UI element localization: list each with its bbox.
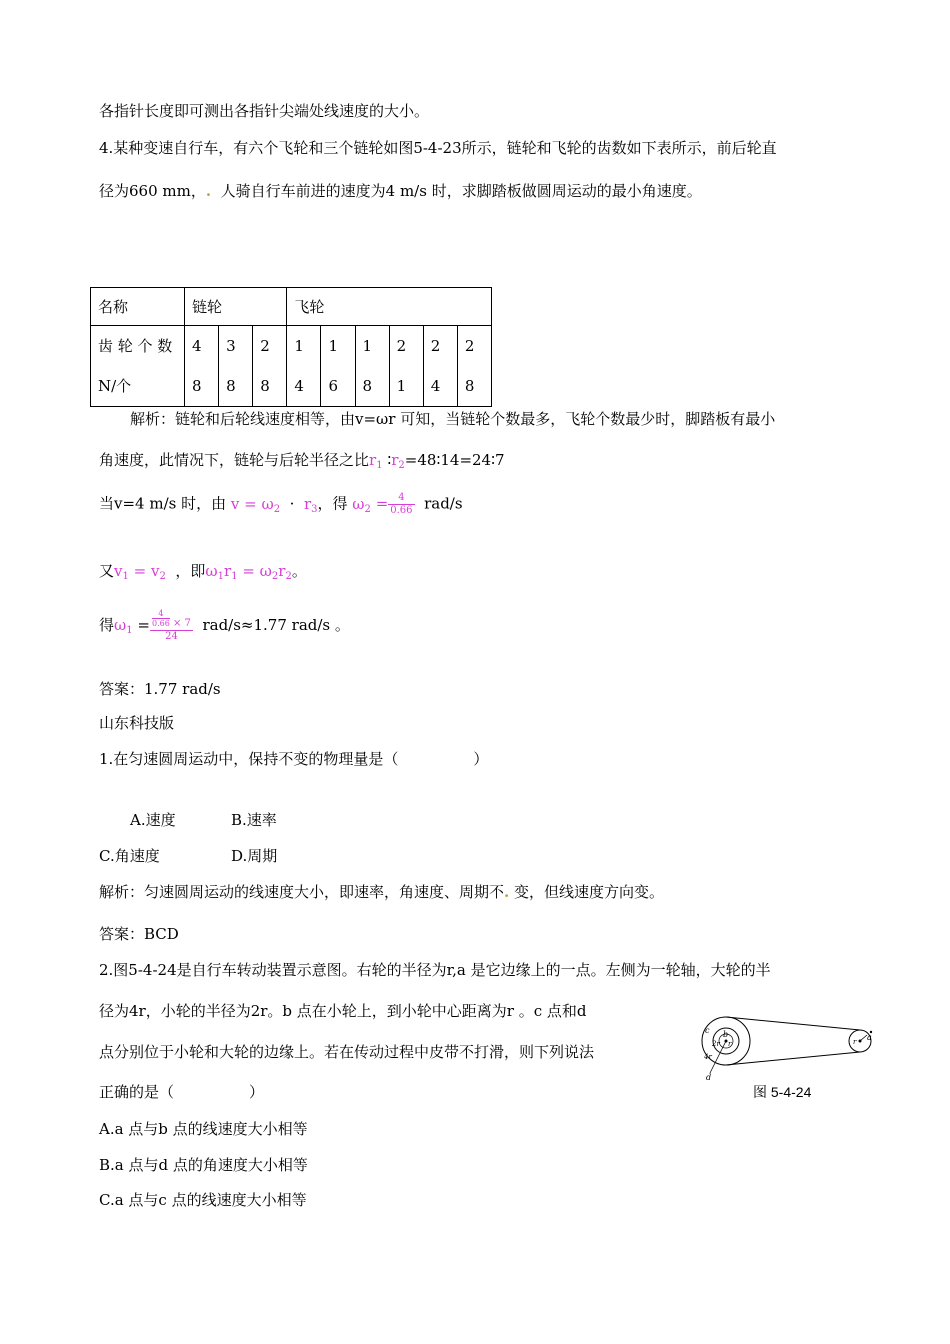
answer-q4: 答案：1.77 rad/s: [99, 680, 221, 698]
analysis-line4: 又$v_1 = v_2$ ，即$\omega_1r_1 = \omega_2r_2$。: [99, 562, 307, 582]
q2-stem-line2: 径为4r，小轮的半径为2r。b 点在小轮上，到小轮中心距离为r 。c 点和d: [99, 1002, 587, 1020]
table-header-fly: 飞轮: [287, 288, 492, 326]
table-cell: 1 6: [321, 326, 355, 407]
table-cell: 4 8: [185, 326, 219, 407]
q2-option-c: C.a 点与c 点的线速度大小相等: [99, 1191, 307, 1209]
q2-option-a: A.a 点与b 点的线速度大小相等: [99, 1120, 308, 1138]
analysis-line1: 解析：链轮和后轮线速度相等，由v=ωr 可知，当链轮个数最多，飞轮个数最少时，脚踏板有最小: [130, 410, 776, 428]
q2-stem-line3: 点分别位于小轮和大轮的边缘上。若在传动过程中皮带不打滑，则下列说法: [99, 1043, 595, 1061]
q1-option-a: A.速度: [130, 811, 176, 829]
section-title: 山东科技版: [99, 714, 175, 732]
label-b: b: [723, 1030, 729, 1039]
analysis-line2: 角速度，此情况下，链轮与后轮半径之比$r_1$ $∶r_2=48∶14=24∶7$: [99, 451, 505, 471]
label-a: a: [867, 1033, 872, 1042]
fraction-4-over-066: $\frac{4}{0.66}$: [390, 492, 413, 516]
q1-option-c: C.角速度: [99, 847, 160, 865]
analysis-line5: 得$\omega_1$ = $\frac{4}{0.66}$ × 7 24 rad/s≈1.77 rad/s 。: [99, 609, 350, 642]
figure-caption: 图 5-4-24: [753, 1084, 812, 1100]
label-r-small: r: [728, 1040, 732, 1048]
table-cell: 2 8: [457, 326, 491, 407]
q4-stem-line2: 径为660 mm，. 人骑自行车前进的速度为4 m/s 时，求脚踏板做圆周运动的最小角速度。: [99, 182, 702, 200]
continued-text: 各指针长度即可测出各指针尖端处线速度的大小。: [99, 102, 430, 120]
table-header-chain: 链轮: [185, 288, 287, 326]
q2-stem-line1: 2.图5-4-24是自行车转动装置示意图。右轮的半径为r,a 是它边缘上的一点。左侧为一轮轴，大轮的半: [99, 961, 771, 979]
q2-stem-line4: 正确的是（ ）: [99, 1083, 265, 1101]
table-row-label: 齿 轮 个 数 N/个: [91, 326, 185, 407]
label-c: c: [705, 1026, 710, 1035]
analysis-line3: 当v=4 m/s 时，由 $v = \omega_2 \cdot r_3$，得 $\omega_2$ = $\frac{4}{0.66}$ rad/s: [99, 492, 463, 516]
gear-table: [90, 287, 492, 407]
table-cell: 2 8: [253, 326, 287, 407]
q1-answer: 答案：BCD: [99, 925, 179, 943]
q1-stem: 1.在匀速圆周运动中，保持不变的物理量是（ ）: [99, 750, 489, 768]
table-cell: 1 4: [287, 326, 321, 407]
label-2r: 2r: [712, 1040, 720, 1048]
q1-analysis: 解析：匀速圆周运动的线速度大小，即速率，角速度、周期不. 变，但线速度方向变。: [99, 883, 665, 901]
label-4r: 4r: [704, 1053, 712, 1061]
q1-option-d: D.周期: [231, 847, 278, 865]
table-cell: 2 4: [423, 326, 457, 407]
q2-option-b: B.a 点与d 点的角速度大小相等: [99, 1156, 308, 1174]
table-cell: 3 8: [219, 326, 253, 407]
label-d: d: [706, 1073, 712, 1082]
table-cell: 1 8: [355, 326, 389, 407]
label-r-right: r: [853, 1038, 857, 1046]
q4-stem-line1: 4.某种变速自行车，有六个飞轮和三个链轮如图5-4-23所示，链轮和飞轮的齿数如下表所示，前后轮直: [99, 139, 777, 157]
q1-option-b: B.速率: [231, 811, 277, 829]
table-header-name: 名称: [91, 288, 185, 326]
fraction-result: $\frac{4}{0.66}$ × 7 24: [151, 609, 191, 642]
table-cell: 2 1: [389, 326, 423, 407]
